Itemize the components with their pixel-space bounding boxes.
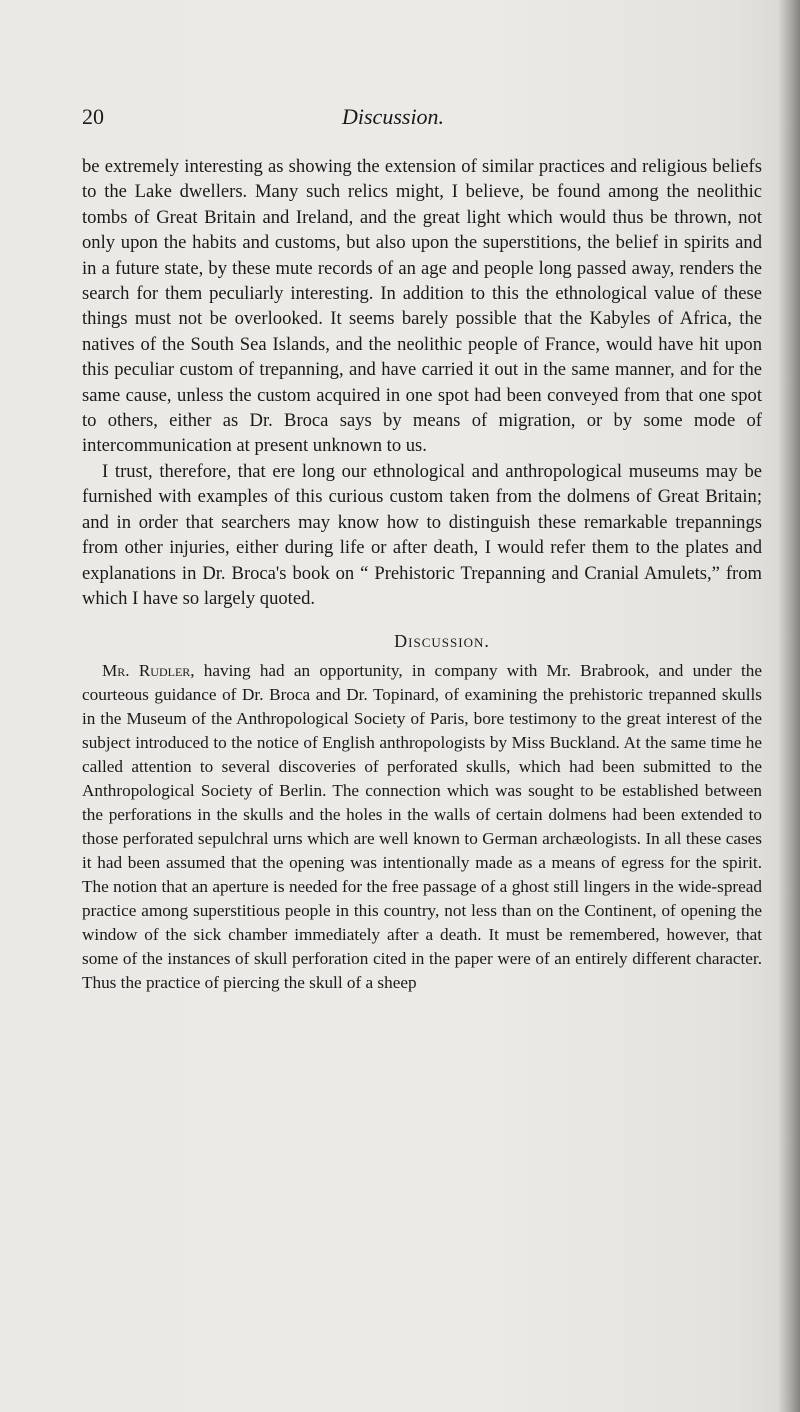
running-head [82, 104, 762, 138]
paragraph-2: I trust, therefore, that ere long our ethnological and anthropological museums may be furnished with examples of this curious custom taken from the dolmens of Great Britain; and in order that searchers may know how to distinguish these remarkable trepannings from other injuries, either during life or after death, I would refer them to the plates and explanations in Dr. Broca's book on “ Prehistoric Trepanning and Cranial Amulets,” from which I have so largely quoted. [82, 460, 762, 609]
speaker-name: Mr. Rudler, [102, 660, 195, 680]
paragraph-1: be extremely interesting as showing the extension of similar practices and religious beliefs to the Lake dwellers. Many such relics might, I believe, be found among the neolithic tombs of Great Britain and Ireland, and the great light which would thus be thrown, not only upon the habits and customs, but also upon the superstitions, the belief in spirits and in a future state, by these mute records of an age and people long passed away, renders the search for them peculiarly interesting. In addition to this the ethnological value of these things must not be overlooked. It seems barely possible that the Kabyles of Africa, the natives of the South Sea Islands, and the neolithic people of France, would have hit upon this peculiar custom of trepanning, and have carried it out in the same manner, and for the same cause, unless the custom acquired in one spot had been conveyed from that one spot to others, either as Dr. Broca says by means of migration, or by some mode of intercommunication at present unknown to us. [82, 156, 762, 457]
discussion-body: having had an opportunity, in company with Mr. Brabrook, and under the courteous guidance of Dr. Broca and Dr. Topinard, of examining the prehistoric trepanned skulls in the Museum of the Anthropological Society of Paris, bore testimony to the great interest of the subject introduced to the notice of English anthropologists by Miss Buckland. At the same time he called attention to several discoveries of perforated skulls, which had been submitted to the Anthropological Society of Berlin. The connection which was sought to be established between the perforations in the skulls and the holes in the walls of certain dolmens had been extended to those perforated sepulchral urns which are well known to German archæologists. In all these cases it had been assumed that the opening was intentionally made as a means of egress for the spirit. The notion that an aperture is needed for the free passage of a ghost still lingers in the wide-spread practice among superstitious people in this country, not less than on the Continent, of opening the window of the sick chamber immediately after a death. It must be remembered, however, that some of the instances of skull perforation cited in the paper were of an entirely different character. Thus the practice of piercing the skull of a sheep [82, 660, 762, 992]
page-edge-shadow [778, 0, 800, 1412]
discussion-heading: Discussion. [394, 631, 490, 652]
discussion-paragraph [82, 659, 762, 995]
page-number: 20 [82, 104, 104, 129]
running-title: Discussion. [342, 104, 445, 129]
body-text [82, 154, 762, 995]
